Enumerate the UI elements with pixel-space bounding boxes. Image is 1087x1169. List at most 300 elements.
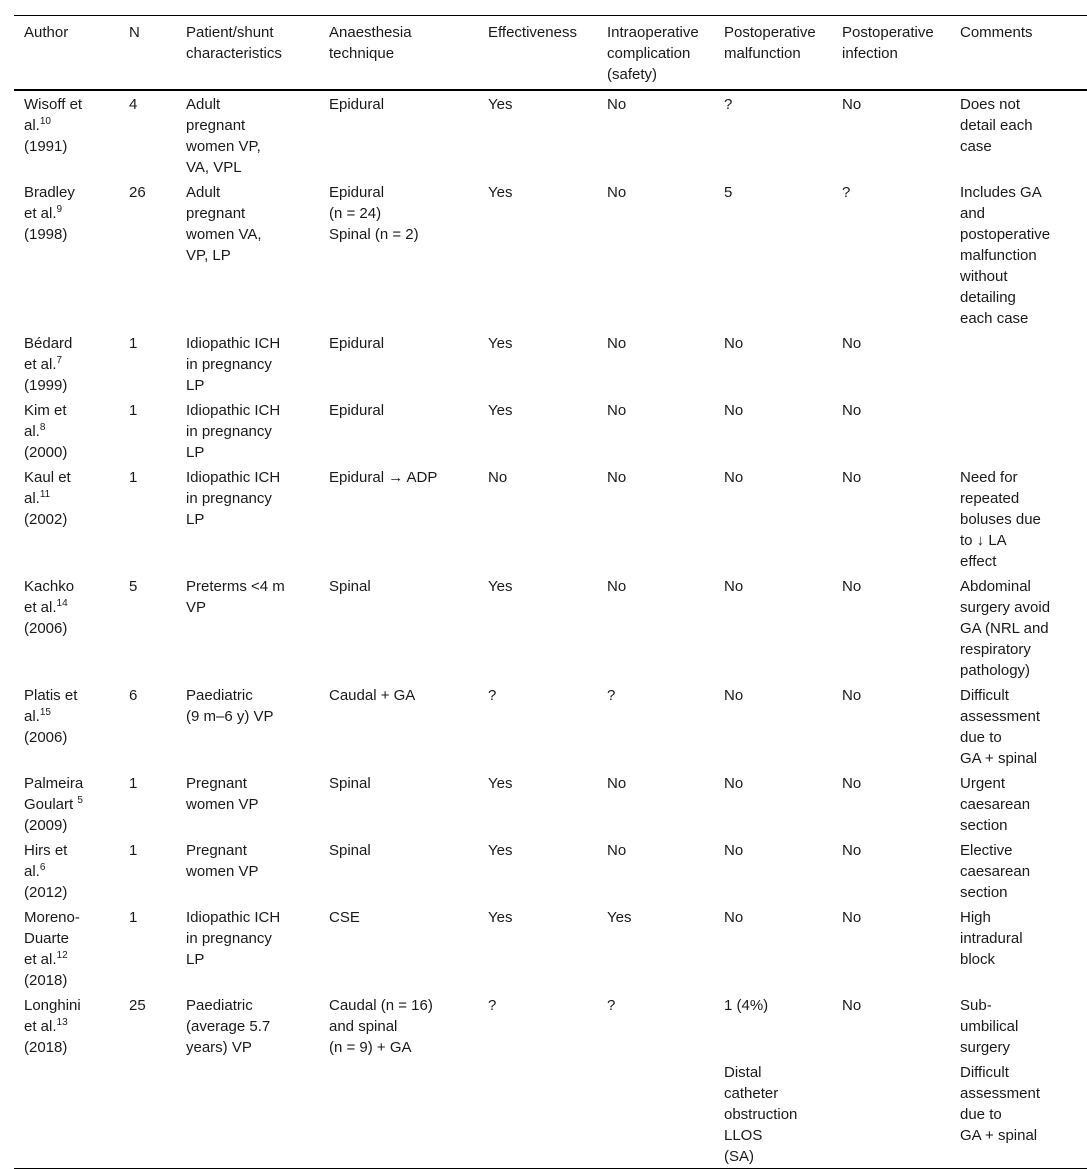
- cell-patient: [176, 331, 319, 398]
- cell-text: each case: [960, 310, 1029, 327]
- cell-n: [119, 465, 176, 574]
- author-line: [24, 421, 115, 442]
- cell-effectiveness: [478, 771, 597, 838]
- cell-text: 5: [129, 578, 138, 595]
- table-row: [14, 90, 1087, 180]
- author-text: Moreno-: [24, 909, 80, 926]
- header-text: Postoperative: [724, 24, 816, 41]
- cell-patient: [176, 180, 319, 331]
- header-n: [119, 16, 176, 91]
- cell-text: assessment: [960, 1085, 1041, 1102]
- cell-postop-infection: [832, 574, 950, 683]
- cell-postop-malfunction: [714, 180, 832, 331]
- cell-text: Yes: [488, 184, 513, 201]
- cell-text: No: [842, 775, 862, 792]
- author-line: [24, 949, 115, 970]
- cell-text: Elective: [960, 842, 1013, 859]
- author-line: [24, 400, 115, 421]
- table-row: [14, 180, 1087, 331]
- cell-comments: [950, 574, 1087, 683]
- header-text: Anaesthesia: [329, 24, 412, 41]
- cell-text: pregnant: [186, 117, 246, 134]
- cell-postop-infection: [832, 905, 950, 993]
- cell-intraop-complication: [597, 398, 714, 465]
- cell-text: Does not: [960, 96, 1021, 113]
- author-text: al.: [24, 490, 40, 507]
- cell-patient: [176, 90, 319, 180]
- cell-patient: [176, 905, 319, 993]
- cell-text: GA + spinal: [960, 1127, 1038, 1144]
- cell-effectiveness: [478, 465, 597, 574]
- author-text: (2009): [24, 817, 68, 834]
- cell-text: No: [488, 469, 508, 486]
- author-text: Duarte: [24, 930, 70, 947]
- author-line: [24, 794, 115, 815]
- cell-comments: [950, 993, 1087, 1060]
- cell-text: women VP: [186, 863, 259, 880]
- cell-text: Spinal: [329, 842, 371, 859]
- cell-text: No: [842, 96, 862, 113]
- cell-comments: [950, 1060, 1087, 1169]
- cell-postop-malfunction: [714, 771, 832, 838]
- cell-text: LP: [186, 444, 205, 461]
- cell-text: CSE: [329, 909, 360, 926]
- cell-text: Urgent: [960, 775, 1006, 792]
- cell-patient: [176, 838, 319, 905]
- author-text: al.: [24, 117, 40, 134]
- cell-intraop-complication: [597, 1060, 714, 1169]
- cell-technique: [319, 90, 478, 180]
- cell-text: without: [960, 268, 1008, 285]
- table-row: [14, 683, 1087, 771]
- author-text: (1999): [24, 377, 68, 394]
- cell-text: assessment: [960, 708, 1041, 725]
- cell-text: No: [842, 469, 862, 486]
- cell-text: in pregnancy: [186, 490, 272, 507]
- cell-text: Yes: [488, 96, 513, 113]
- cell-author: [14, 993, 119, 1060]
- cell-effectiveness: [478, 905, 597, 993]
- cell-text: Difficult: [960, 687, 1009, 704]
- author-text: Kim et: [24, 402, 67, 419]
- cell-text: to ↓ LA: [960, 532, 1007, 549]
- cell-text: caesarean: [960, 863, 1031, 880]
- author-text: Platis et: [24, 687, 78, 704]
- cell-text: catheter: [724, 1085, 779, 1102]
- cell-text: in pregnancy: [186, 930, 272, 947]
- cell-text: LLOS: [724, 1127, 763, 1144]
- cell-effectiveness: [478, 993, 597, 1060]
- cell-postop-infection: [832, 90, 950, 180]
- cell-text: No: [724, 909, 744, 926]
- cell-comments: [950, 180, 1087, 331]
- cell-postop-malfunction: [714, 905, 832, 993]
- cell-text: Paediatric: [186, 997, 253, 1014]
- cell-postop-malfunction: [714, 398, 832, 465]
- author-text: (2018): [24, 972, 68, 989]
- cell-postop-infection: [832, 771, 950, 838]
- table-body: [14, 90, 1087, 1169]
- cell-text: ?: [724, 96, 733, 113]
- cell-postop-infection: [832, 683, 950, 771]
- cell-postop-infection: [832, 465, 950, 574]
- header-text: Postoperative: [842, 24, 934, 41]
- cell-text: repeated: [960, 490, 1020, 507]
- cell-text: ?: [488, 997, 497, 1014]
- author-line: [24, 928, 115, 949]
- cell-text: block: [960, 951, 996, 968]
- cell-author: [14, 838, 119, 905]
- author-line: [24, 576, 115, 597]
- author-line: [24, 597, 115, 618]
- reference-number: 13: [56, 1017, 68, 1028]
- cell-text: umbilical: [960, 1018, 1019, 1035]
- cell-n: [119, 574, 176, 683]
- cell-text: 1: [129, 909, 138, 926]
- cell-text: ?: [607, 687, 616, 704]
- cell-text: surgery: [960, 1039, 1011, 1056]
- cell-technique: [319, 683, 478, 771]
- cell-author: [14, 683, 119, 771]
- cell-author: [14, 905, 119, 993]
- cell-text: No: [724, 402, 744, 419]
- cell-text: Epidural: [329, 96, 385, 113]
- author-text: Wisoff et: [24, 96, 83, 113]
- cell-effectiveness: [478, 838, 597, 905]
- cell-author: [14, 771, 119, 838]
- cell-intraop-complication: [597, 574, 714, 683]
- header-text: characteristics: [186, 45, 282, 62]
- cell-text: Distal: [724, 1064, 762, 1081]
- cell-technique: [319, 993, 478, 1060]
- header-text: Comments: [960, 24, 1033, 41]
- table-row: [14, 993, 1087, 1060]
- cell-text: Yes: [607, 909, 632, 926]
- cell-text: Idiopathic ICH: [186, 335, 281, 352]
- header-text: Author: [24, 24, 69, 41]
- author-line: [24, 685, 115, 706]
- table-row: [14, 331, 1087, 398]
- cell-n: [119, 993, 176, 1060]
- cell-text: GA + spinal: [960, 750, 1038, 767]
- cell-comments: [950, 331, 1087, 398]
- table-row: [14, 771, 1087, 838]
- header-comments: [950, 16, 1087, 91]
- cell-effectiveness: [478, 180, 597, 331]
- cell-text: postoperative: [960, 226, 1051, 243]
- cell-postop-malfunction: [714, 331, 832, 398]
- cell-text: No: [607, 402, 627, 419]
- cell-text: respiratory: [960, 641, 1031, 658]
- cell-text: LP: [186, 511, 205, 528]
- cell-intraop-complication: [597, 771, 714, 838]
- author-line: [24, 1037, 115, 1058]
- author-line: [24, 907, 115, 928]
- author-line: [24, 970, 115, 991]
- header-text: Intraoperative: [607, 24, 699, 41]
- cell-text: Yes: [488, 909, 513, 926]
- author-line: [24, 1016, 115, 1037]
- cell-text: malfunction: [960, 247, 1037, 264]
- reference-number: 6: [39, 862, 46, 873]
- reference-number: 15: [39, 707, 51, 718]
- header-row: [14, 16, 1087, 91]
- cell-technique: [319, 465, 478, 574]
- author-line: [24, 333, 115, 354]
- reference-number: 9: [56, 204, 63, 215]
- header-text: infection: [842, 45, 898, 62]
- cell-technique: [319, 771, 478, 838]
- header-text: N: [129, 24, 140, 41]
- cell-comments: [950, 465, 1087, 574]
- cell-text: Yes: [488, 335, 513, 352]
- cell-author: [14, 398, 119, 465]
- cell-text: detail each: [960, 117, 1033, 134]
- cell-text: 6: [129, 687, 138, 704]
- cell-text: LP: [186, 377, 205, 394]
- cell-text: detailing: [960, 289, 1016, 306]
- reference-number: 11: [39, 489, 51, 500]
- author-line: [24, 467, 115, 488]
- cell-effectiveness: [478, 574, 597, 683]
- cell-text: No: [724, 842, 744, 859]
- author-line: [24, 706, 115, 727]
- author-line: [24, 509, 115, 530]
- author-text: (1998): [24, 226, 68, 243]
- author-text: Bradley: [24, 184, 75, 201]
- cell-patient: [176, 993, 319, 1060]
- author-text: Kaul et: [24, 469, 71, 486]
- cell-author: [14, 180, 119, 331]
- cell-n: [119, 398, 176, 465]
- cell-text: 26: [129, 184, 146, 201]
- cell-text: No: [842, 842, 862, 859]
- cell-text: Idiopathic ICH: [186, 402, 281, 419]
- author-text: (2006): [24, 620, 68, 637]
- author-line: [24, 882, 115, 903]
- table-row: [14, 905, 1087, 993]
- author-text: Goulart: [24, 796, 78, 813]
- author-line: [24, 861, 115, 882]
- cell-text: LP: [186, 951, 205, 968]
- cell-text: No: [724, 578, 744, 595]
- cell-author: [14, 90, 119, 180]
- cell-text: pathology): [960, 662, 1031, 679]
- cell-n: [119, 683, 176, 771]
- cell-text: and spinal: [329, 1018, 398, 1035]
- cell-author: [14, 574, 119, 683]
- cell-text: ?: [607, 997, 616, 1014]
- table-row: [14, 574, 1087, 683]
- cell-text: Difficult: [960, 1064, 1009, 1081]
- author-text: Hirs et: [24, 842, 68, 859]
- cell-text: boluses due: [960, 511, 1041, 528]
- header-postoperative-malfunction: [714, 16, 832, 91]
- cell-text: 5: [724, 184, 733, 201]
- cell-text: caesarean: [960, 796, 1031, 813]
- cell-text: women VP: [186, 796, 259, 813]
- author-line: [24, 115, 115, 136]
- cell-patient: [176, 465, 319, 574]
- cell-text: 1: [129, 335, 138, 352]
- cell-text: Preterms <4 m: [186, 578, 285, 595]
- author-text: (2006): [24, 729, 68, 746]
- cell-text: in pregnancy: [186, 356, 272, 373]
- cell-postop-malfunction: [714, 838, 832, 905]
- cell-text: (n = 24): [329, 205, 382, 222]
- cell-patient: [176, 398, 319, 465]
- cell-postop-infection: [832, 180, 950, 331]
- cell-text: women VP,: [186, 138, 261, 155]
- cell-patient: [176, 683, 319, 771]
- cell-technique: [319, 905, 478, 993]
- cell-text: pregnant: [186, 205, 246, 222]
- cell-text: Spinal (n = 2): [329, 226, 419, 243]
- cell-text: Yes: [488, 842, 513, 859]
- cell-comments: [950, 771, 1087, 838]
- author-text: (2018): [24, 1039, 68, 1056]
- cell-postop-malfunction: [714, 1060, 832, 1169]
- reference-number: 5: [77, 795, 83, 806]
- reference-number: 12: [56, 950, 68, 961]
- cell-text: Epidural: [329, 184, 385, 201]
- cell-effectiveness: [478, 331, 597, 398]
- cell-text: (SA): [724, 1148, 754, 1165]
- cell-text: Caudal + GA: [329, 687, 416, 704]
- cell-effectiveness: [478, 90, 597, 180]
- cell-postop-malfunction: [714, 574, 832, 683]
- author-line: [24, 354, 115, 375]
- header-text: malfunction: [724, 45, 801, 62]
- cell-text: No: [607, 335, 627, 352]
- cell-author: [14, 465, 119, 574]
- cell-text: years) VP: [186, 1039, 252, 1056]
- cell-text: No: [842, 335, 862, 352]
- header-postoperative-infection: [832, 16, 950, 91]
- cell-text: Pregnant: [186, 842, 247, 859]
- author-line: [24, 375, 115, 396]
- author-line: [24, 773, 115, 794]
- cell-postop-infection: [832, 1060, 950, 1169]
- cell-technique: [319, 180, 478, 331]
- header-text: Effectiveness: [488, 24, 577, 41]
- cell-text: Epidural: [329, 402, 385, 419]
- cell-intraop-complication: [597, 90, 714, 180]
- cell-text: Epidural: [329, 335, 385, 352]
- cell-text: women VA,: [186, 226, 262, 243]
- cell-intraop-complication: [597, 683, 714, 771]
- cell-text: effect: [960, 553, 997, 570]
- author-text: Bédard: [24, 335, 73, 352]
- cell-text: Adult: [186, 184, 221, 201]
- cell-comments: [950, 90, 1087, 180]
- cell-text: No: [607, 775, 627, 792]
- header-text: Patient/shunt: [186, 24, 274, 41]
- cell-text: Spinal: [329, 578, 371, 595]
- cell-text: 1: [129, 842, 138, 859]
- cell-text: Yes: [488, 775, 513, 792]
- author-text: al.: [24, 863, 40, 880]
- cell-text: Abdominal: [960, 578, 1031, 595]
- cell-postop-malfunction: [714, 683, 832, 771]
- cell-text: Idiopathic ICH: [186, 469, 281, 486]
- cell-text: (average 5.7: [186, 1018, 271, 1035]
- author-text: al.: [24, 708, 40, 725]
- cell-text: No: [724, 469, 744, 486]
- author-line: [24, 727, 115, 748]
- author-line: [24, 224, 115, 245]
- cell-intraop-complication: [597, 838, 714, 905]
- cell-n: [119, 90, 176, 180]
- author-text: et al.: [24, 1018, 57, 1035]
- author-line: [24, 182, 115, 203]
- cell-text: 1: [129, 402, 138, 419]
- cell-text: No: [607, 469, 627, 486]
- cell-text: No: [842, 997, 862, 1014]
- table-row: [14, 465, 1087, 574]
- cell-effectiveness: [478, 1060, 597, 1169]
- cell-text: due to: [960, 729, 1002, 746]
- cell-text: VA, VPL: [186, 159, 242, 176]
- cell-n: [119, 838, 176, 905]
- author-text: (2000): [24, 444, 68, 461]
- cell-text: No: [842, 687, 862, 704]
- header-anaesthesia-technique: [319, 16, 478, 91]
- cell-text: No: [842, 578, 862, 595]
- cell-text: (n = 9) + GA: [329, 1039, 412, 1056]
- cell-text: 1 (4%): [724, 997, 769, 1014]
- cell-n: [119, 331, 176, 398]
- author-line: [24, 815, 115, 836]
- cell-technique: [319, 838, 478, 905]
- author-line: [24, 136, 115, 157]
- table-row: [14, 398, 1087, 465]
- cell-author: [14, 1060, 119, 1169]
- cell-n: [119, 1060, 176, 1169]
- author-text: Palmeira: [24, 775, 84, 792]
- author-text: et al.: [24, 205, 57, 222]
- cell-text: Includes GA: [960, 184, 1042, 201]
- cell-text: in pregnancy: [186, 423, 272, 440]
- header-patient-characteristics: [176, 16, 319, 91]
- cell-text: No: [607, 184, 627, 201]
- cell-text: section: [960, 817, 1008, 834]
- table-row: [14, 838, 1087, 905]
- cell-text: Pregnant: [186, 775, 247, 792]
- cell-text: 1: [129, 775, 138, 792]
- author-text: (1991): [24, 138, 68, 155]
- cell-text: No: [724, 687, 744, 704]
- reference-number: 8: [39, 422, 46, 433]
- cell-text: Paediatric: [186, 687, 253, 704]
- cell-comments: [950, 838, 1087, 905]
- cell-text: Yes: [488, 402, 513, 419]
- cell-text: surgery avoid: [960, 599, 1051, 616]
- cell-text: 4: [129, 96, 138, 113]
- reference-number: 14: [56, 598, 68, 609]
- cell-comments: [950, 398, 1087, 465]
- cell-text: GA (NRL and: [960, 620, 1049, 637]
- reference-number: 7: [56, 355, 63, 366]
- cell-patient: [176, 1060, 319, 1169]
- cell-text: No: [842, 402, 862, 419]
- header-text: (safety): [607, 66, 658, 83]
- header-intraoperative-complication: [597, 16, 714, 91]
- cell-text: 1: [129, 469, 138, 486]
- cell-text: obstruction: [724, 1106, 798, 1123]
- author-line: [24, 488, 115, 509]
- author-line: [24, 94, 115, 115]
